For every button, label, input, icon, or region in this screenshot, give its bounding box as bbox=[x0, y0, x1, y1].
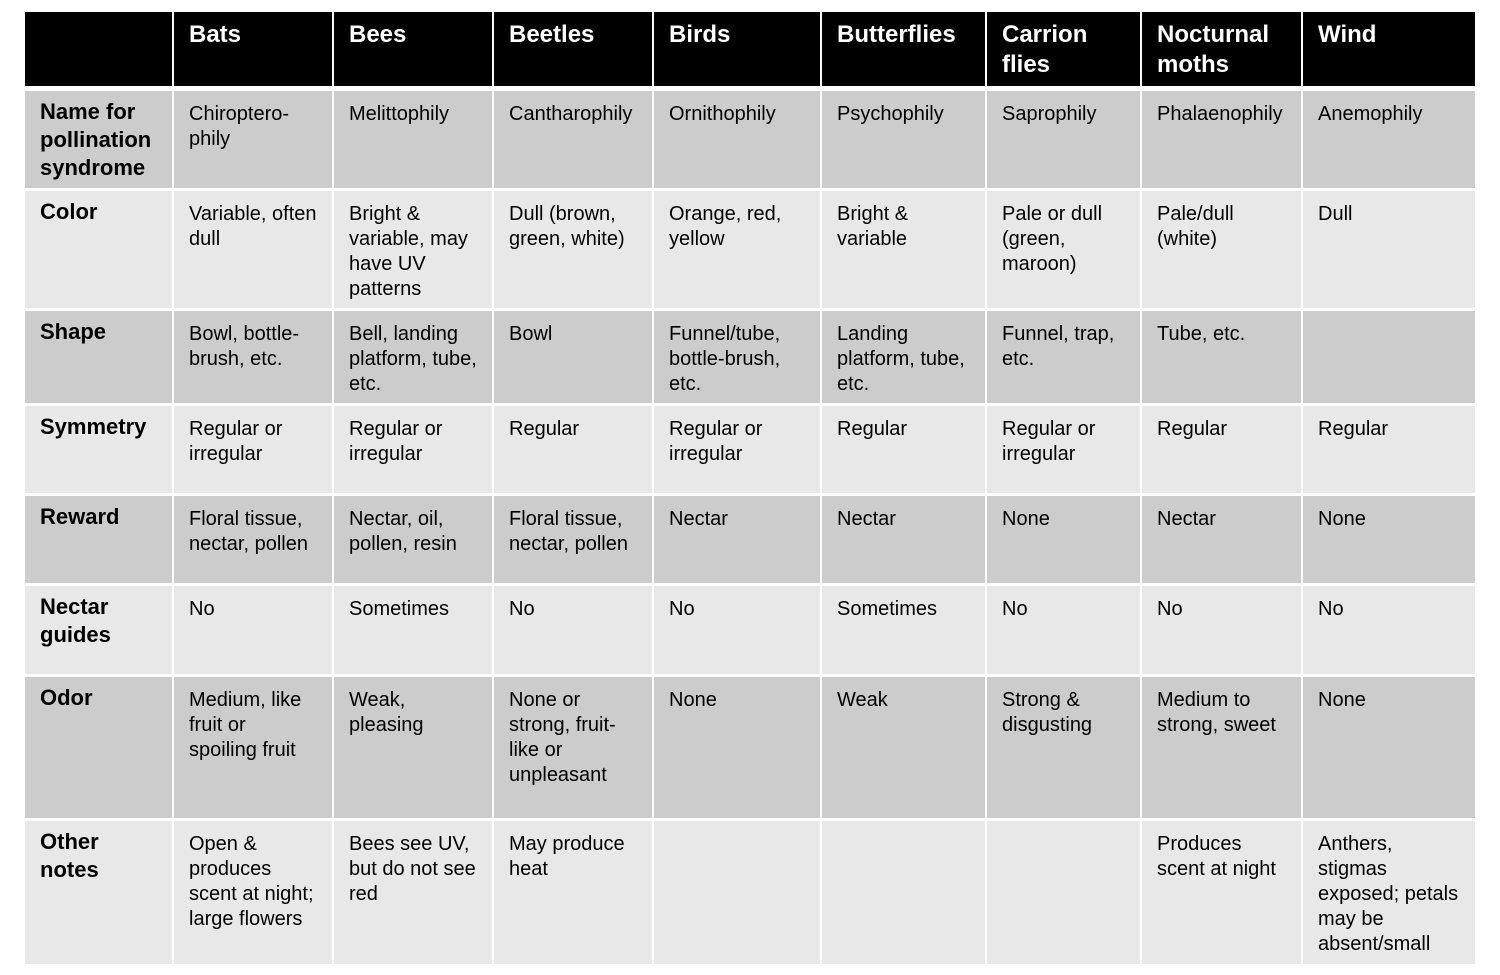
table-cell bbox=[654, 821, 822, 967]
row-label-nectar-guides: Nectar guides bbox=[25, 586, 174, 677]
table-cell: Floral tissue, nectar, pollen bbox=[494, 496, 654, 586]
table-cell: Nectar, oil, pollen, resin bbox=[334, 496, 494, 586]
table-cell: Variable, often dull bbox=[174, 191, 334, 311]
table-cell: Anemophily bbox=[1303, 91, 1475, 191]
table-cell: Ornithophily bbox=[654, 91, 822, 191]
row-label-shape: Shape bbox=[25, 311, 174, 406]
table-cell: Floral tissue, nectar, pollen bbox=[174, 496, 334, 586]
table-cell: Regular or irregular bbox=[334, 406, 494, 496]
column-header-bats: Bats bbox=[174, 12, 334, 91]
table-cell: Melittophily bbox=[334, 91, 494, 191]
table-cell: Sometimes bbox=[822, 586, 987, 677]
row-color bbox=[25, 191, 1475, 311]
table-cell: No bbox=[494, 586, 654, 677]
pollination-syndrome-table bbox=[25, 12, 1475, 967]
table-cell bbox=[1303, 311, 1475, 406]
table-cell: Produces scent at night bbox=[1142, 821, 1303, 967]
table-cell: Orange, red, yellow bbox=[654, 191, 822, 311]
table-cell: Nectar bbox=[654, 496, 822, 586]
table-cell: Regular or irregular bbox=[174, 406, 334, 496]
table-cell: Bowl bbox=[494, 311, 654, 406]
table-cell: Psychophily bbox=[822, 91, 987, 191]
column-header-butterflies: Butterflies bbox=[822, 12, 987, 91]
column-header-carrion-flies: Carrion flies bbox=[987, 12, 1142, 91]
table-cell: None bbox=[987, 496, 1142, 586]
table-cell: Regular or irregular bbox=[654, 406, 822, 496]
table-cell: Bright & variable, may have UV patterns bbox=[334, 191, 494, 311]
row-other-notes bbox=[25, 821, 1475, 967]
table-cell: Weak, pleasing bbox=[334, 677, 494, 821]
table-cell: May produce heat bbox=[494, 821, 654, 967]
table-cell: Nectar bbox=[822, 496, 987, 586]
table-cell: No bbox=[1142, 586, 1303, 677]
table-cell: Regular bbox=[1142, 406, 1303, 496]
column-header-bees: Bees bbox=[334, 12, 494, 91]
header-row bbox=[25, 12, 1475, 91]
row-shape bbox=[25, 311, 1475, 406]
column-header-nocturnal-moths: Nocturnal moths bbox=[1142, 12, 1303, 91]
row-label-symmetry: Symmetry bbox=[25, 406, 174, 496]
table-cell: Bright & variable bbox=[822, 191, 987, 311]
table-cell bbox=[822, 821, 987, 967]
row-symmetry bbox=[25, 406, 1475, 496]
table-cell: Pale or dull (green, maroon) bbox=[987, 191, 1142, 311]
row-label-other-notes: Other notes bbox=[25, 821, 174, 967]
table-cell: No bbox=[1303, 586, 1475, 677]
column-header-birds: Birds bbox=[654, 12, 822, 91]
table-cell: Strong & disgusting bbox=[987, 677, 1142, 821]
row-name bbox=[25, 91, 1475, 191]
table-cell: Phalaenophily bbox=[1142, 91, 1303, 191]
table-cell: Sometimes bbox=[334, 586, 494, 677]
table-cell: None bbox=[654, 677, 822, 821]
corner-cell bbox=[25, 12, 174, 91]
table-cell: None or strong, fruit-like or unpleasant bbox=[494, 677, 654, 821]
column-header-wind: Wind bbox=[1303, 12, 1475, 91]
row-reward bbox=[25, 496, 1475, 586]
row-label-reward: Reward bbox=[25, 496, 174, 586]
table-cell: Cantharophily bbox=[494, 91, 654, 191]
table-cell: Open & produces scent at night; large flowers bbox=[174, 821, 334, 967]
column-header-beetles: Beetles bbox=[494, 12, 654, 91]
table-cell: Tube, etc. bbox=[1142, 311, 1303, 406]
table-cell: No bbox=[987, 586, 1142, 677]
table-cell: Bees see UV, but do not see red bbox=[334, 821, 494, 967]
row-nectar-guides bbox=[25, 586, 1475, 677]
table-cell: No bbox=[654, 586, 822, 677]
table-cell: Regular bbox=[822, 406, 987, 496]
table-cell: Regular bbox=[1303, 406, 1475, 496]
table-cell: Pale/dull (white) bbox=[1142, 191, 1303, 311]
row-label-odor: Odor bbox=[25, 677, 174, 821]
table-cell: Dull bbox=[1303, 191, 1475, 311]
row-odor bbox=[25, 677, 1475, 821]
table-cell: Funnel, trap, etc. bbox=[987, 311, 1142, 406]
table-cell: Medium, like fruit or spoiling fruit bbox=[174, 677, 334, 821]
table-cell: Landing platform, tube, etc. bbox=[822, 311, 987, 406]
table-cell: Regular bbox=[494, 406, 654, 496]
table-cell: Nectar bbox=[1142, 496, 1303, 586]
row-label-name: Name for pollination syndrome bbox=[25, 91, 174, 191]
table-cell: Regular or irregular bbox=[987, 406, 1142, 496]
table-cell: No bbox=[174, 586, 334, 677]
table-cell: Medium to strong, sweet bbox=[1142, 677, 1303, 821]
table-cell: Bowl, bottle-brush, etc. bbox=[174, 311, 334, 406]
table-cell bbox=[987, 821, 1142, 967]
table-cell: None bbox=[1303, 496, 1475, 586]
table-cell: Saprophily bbox=[987, 91, 1142, 191]
table-cell: None bbox=[1303, 677, 1475, 821]
table-cell: Funnel/tube, bottle-brush, etc. bbox=[654, 311, 822, 406]
table-cell: Anthers, stigmas exposed; petals may be absent/small bbox=[1303, 821, 1475, 967]
table-cell: Chiroptero-phily bbox=[174, 91, 334, 191]
row-label-color: Color bbox=[25, 191, 174, 311]
table-cell: Dull (brown, green, white) bbox=[494, 191, 654, 311]
table-cell: Weak bbox=[822, 677, 987, 821]
table-cell: Bell, landing platform, tube, etc. bbox=[334, 311, 494, 406]
